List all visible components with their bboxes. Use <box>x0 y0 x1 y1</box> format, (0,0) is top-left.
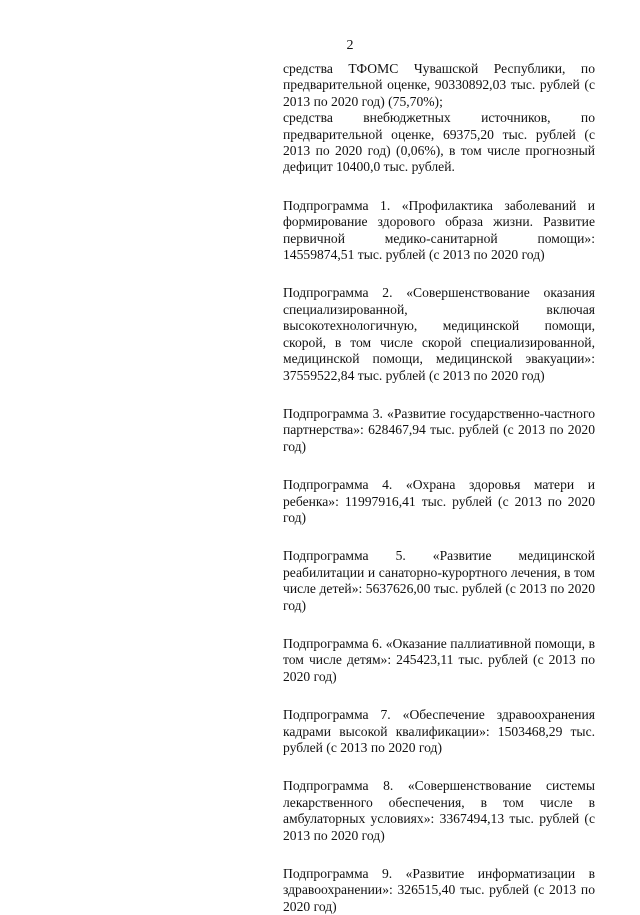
page-number: 2 <box>346 38 354 53</box>
subprogram-5-paragraph: Подпрограмма 5. «Развитие медицинской реабилитации и санаторно-курортного лечения, в том числе детей»: 5637626,00 тыс. рублей (с 2013 по 2020 год) <box>283 548 595 613</box>
subprogram-9-paragraph: Подпрограмма 9. «Развитие информатизации в здравоохранении»: 326515,40 тыс. рублей (с 2013 по 2020 год) <box>283 866 595 914</box>
subprogram-2-paragraph: Подпрограмма 2. «Совершенствование оказания специализированной, включая высокотехнологичную, медицинской помощи, скорой, в том числе скорой специализированной, медицинской помощи, медицинской эвакуации»: 37559522,84 тыс. рублей (с 2013 по 2020 год) <box>283 285 595 383</box>
funding-extrabudgetary-paragraph: средства внебюджетных источников, по предварительной оценке, 69375,20 тыс. рублей (с 2013 по 2020 год) (0,06%), в том числе прогнозный дефицит 10400,0 тыс. рублей. <box>283 110 595 175</box>
subprogram-1-paragraph: Подпрограмма 1. «Профилактика заболеваний и формирование здорового образа жизни. Развитие первичной медико-санитарной помощи»: 14559874,51 тыс. рублей (с 2013 по 2020 год) <box>283 197 595 263</box>
subprogram-6-paragraph: Подпрограмма 6. «Оказание паллиативной помощи, в том числе детям»: 245423,11 тыс. рублей (с 2013 по 2020 год) <box>283 635 595 684</box>
subprogram-4-paragraph: Подпрограмма 4. «Охрана здоровья матери и ребенка»: 11997916,41 тыс. рублей (с 2013 по 2020 год) <box>283 477 595 525</box>
funding-text-block <box>283 61 595 915</box>
subprogram-8-paragraph: Подпрограмма 8. «Совершенствование системы лекарственного обеспечения, в том числе в амбулаторных условиях»: 3367494,13 тыс. рублей (с 2013 по 2020 год) <box>283 778 595 843</box>
funding-tfoms-paragraph: средства ТФОМС Чувашской Республики, по предварительной оценке, 90330892,03 тыс. рублей (с 2013 по 2020 год) (75,70%); <box>283 61 595 109</box>
subprogram-7-paragraph: Подпрограмма 7. «Обеспечение здравоохранения кадрами высокой квалификации»: 1503468,29 тыс. рублей (с 2013 по 2020 год) <box>283 707 595 755</box>
subprogram-3-paragraph: Подпрограмма 3. «Развитие государственно-частного партнерства»: 628467,94 тыс. рублей (с 2013 по 2020 год) <box>283 405 595 454</box>
